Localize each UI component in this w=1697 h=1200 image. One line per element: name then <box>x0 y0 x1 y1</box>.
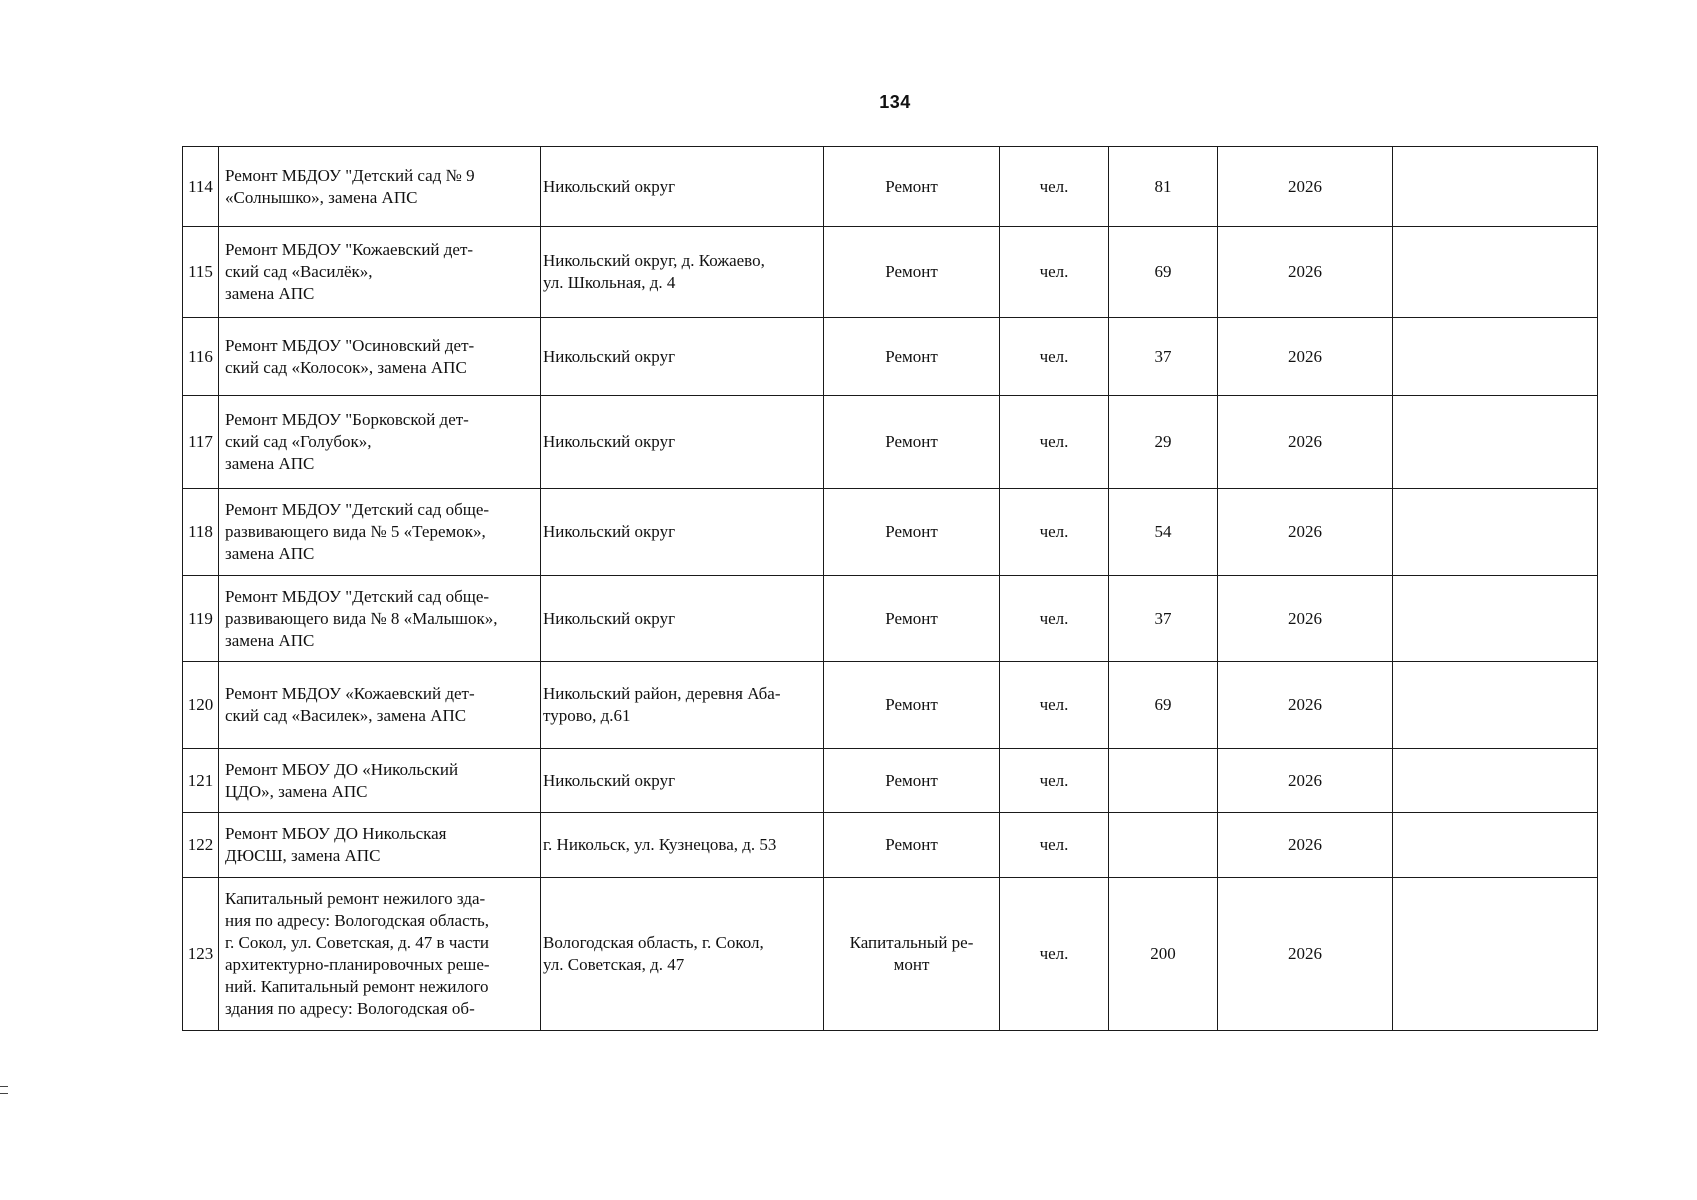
text-line: архитектурно-планировочных реше- <box>225 955 490 974</box>
capacity-cell <box>1109 749 1218 813</box>
text-line: ул. Советская, д. 47 <box>543 955 685 974</box>
text-line: Никольский округ <box>543 608 676 628</box>
table-row <box>183 147 1598 227</box>
text-line: ул. Школьная, д. 4 <box>543 273 676 292</box>
text-line: замена АПС <box>225 454 315 473</box>
row-number-cell: 123 <box>183 878 219 1031</box>
unit-cell: чел. <box>1000 878 1109 1031</box>
table-row <box>183 576 1598 662</box>
capacity-cell: 81 <box>1109 147 1218 227</box>
text-line: ЦДО», замена АПС <box>225 781 368 801</box>
object-name-cell <box>219 813 541 878</box>
object-name-cell <box>219 489 541 576</box>
note-cell <box>1393 489 1598 576</box>
capacity-cell: 37 <box>1109 576 1218 662</box>
object-name-cell <box>219 576 541 662</box>
text-line: ний. Капитальный ремонт нежилого <box>225 977 489 996</box>
work-type-cell <box>824 878 1000 1031</box>
unit-cell: чел. <box>1000 396 1109 489</box>
text-line: Ремонт МБДОУ "Кожаевский дет- <box>225 240 474 259</box>
note-cell <box>1393 147 1598 227</box>
text-line: Ремонт <box>885 695 938 714</box>
address-cell <box>541 576 824 662</box>
row-number-cell: 117 <box>183 396 219 489</box>
text-line: Никольский округ <box>543 346 676 366</box>
unit-cell: чел. <box>1000 318 1109 396</box>
table-row <box>183 662 1598 749</box>
address-cell <box>541 813 824 878</box>
text-line: Ремонт <box>885 432 938 451</box>
text-line: ский сад «Колосок», замена АПС <box>225 357 467 377</box>
row-number-cell: 121 <box>183 749 219 813</box>
text-line: ния по адресу: Вологодская область, <box>225 911 490 930</box>
table-row <box>183 396 1598 489</box>
year-cell: 2026 <box>1218 749 1393 813</box>
text-line: г. Никольск, ул. Кузнецова, д. 53 <box>543 835 777 854</box>
text-line: замена АПС <box>225 544 315 563</box>
text-line: турово, д.61 <box>543 706 631 725</box>
text-line: здания по адресу: Вологодская об- <box>225 999 475 1018</box>
text-line: Никольский округ, д. Кожаево, <box>543 251 765 270</box>
text-line: замена АПС <box>225 284 315 303</box>
text-line: ДЮСШ, замена АПС <box>225 846 381 865</box>
address-cell <box>541 662 824 749</box>
note-cell <box>1393 813 1598 878</box>
text-line: Вологодская область, г. Сокол, <box>543 933 764 952</box>
row-number-cell: 114 <box>183 147 219 227</box>
text-line: Никольский округ <box>543 522 676 541</box>
text-line: ский сад «Голубок», <box>225 432 372 451</box>
scan-mark <box>0 1086 8 1094</box>
text-line: Никольский район, деревня Аба- <box>543 684 781 703</box>
object-name-cell <box>219 396 541 489</box>
note-cell <box>1393 662 1598 749</box>
note-cell <box>1393 227 1598 318</box>
year-cell: 2026 <box>1218 396 1393 489</box>
table-row <box>183 489 1598 576</box>
year-cell: 2026 <box>1218 576 1393 662</box>
year-cell: 2026 <box>1218 489 1393 576</box>
address-cell <box>541 147 824 227</box>
row-number-cell: 116 <box>183 318 219 396</box>
text-line: Никольский округ <box>543 770 676 790</box>
address-cell <box>541 749 824 813</box>
table-row <box>183 878 1598 1031</box>
capacity-cell: 200 <box>1109 878 1218 1031</box>
text-line: г. Сокол, ул. Советская, д. 47 в части <box>225 933 489 952</box>
year-cell: 2026 <box>1218 813 1393 878</box>
unit-cell: чел. <box>1000 662 1109 749</box>
capacity-cell: 69 <box>1109 227 1218 318</box>
table-row <box>183 227 1598 318</box>
note-cell <box>1393 318 1598 396</box>
unit-cell: чел. <box>1000 749 1109 813</box>
text-line: Ремонт <box>885 608 938 628</box>
text-line: Ремонт МБОУ ДО «Никольский <box>225 759 459 779</box>
address-cell <box>541 396 824 489</box>
table-row <box>183 318 1598 396</box>
text-line: развивающего вида № 5 «Теремок», <box>225 522 486 541</box>
year-cell: 2026 <box>1218 662 1393 749</box>
object-name-cell <box>219 878 541 1031</box>
text-line: Никольский округ <box>543 432 676 451</box>
text-line: развивающего вида № 8 «Малышок», <box>225 608 498 628</box>
text-line: ский сад «Василек», замена АПС <box>225 706 467 725</box>
row-number-cell: 115 <box>183 227 219 318</box>
work-type-cell <box>824 662 1000 749</box>
text-line: Ремонт <box>885 770 938 790</box>
capacity-cell: 69 <box>1109 662 1218 749</box>
work-type-cell <box>824 749 1000 813</box>
row-number-cell: 120 <box>183 662 219 749</box>
note-cell <box>1393 576 1598 662</box>
text-line: Никольский округ <box>543 176 676 196</box>
address-cell <box>541 227 824 318</box>
address-cell <box>541 489 824 576</box>
text-line: Ремонт МБОУ ДО Никольская <box>225 824 447 843</box>
page-number: 134 <box>879 92 911 112</box>
unit-cell: чел. <box>1000 147 1109 227</box>
work-type-cell <box>824 318 1000 396</box>
text-line: Ремонт <box>885 346 938 366</box>
text-line: Ремонт МБДОУ "Борковской дет- <box>225 410 469 429</box>
text-line: Ремонт МБДОУ «Кожаевский дет- <box>225 684 475 703</box>
year-cell: 2026 <box>1218 318 1393 396</box>
work-type-cell <box>824 576 1000 662</box>
table-body <box>183 147 1598 1031</box>
object-name-cell <box>219 227 541 318</box>
year-cell: 2026 <box>1218 147 1393 227</box>
work-type-cell <box>824 147 1000 227</box>
capacity-cell: 54 <box>1109 489 1218 576</box>
text-line: Ремонт <box>885 262 938 281</box>
capacity-cell <box>1109 813 1218 878</box>
note-cell <box>1393 878 1598 1031</box>
address-cell <box>541 878 824 1031</box>
unit-cell: чел. <box>1000 576 1109 662</box>
unit-cell: чел. <box>1000 813 1109 878</box>
work-type-cell <box>824 227 1000 318</box>
object-name-cell <box>219 749 541 813</box>
text-line: ский сад «Василёк», <box>225 262 373 281</box>
unit-cell: чел. <box>1000 489 1109 576</box>
row-number-cell: 118 <box>183 489 219 576</box>
object-name-cell <box>219 147 541 227</box>
text-line: Капитальный ремонт нежилого зда- <box>225 889 486 908</box>
work-type-cell <box>824 396 1000 489</box>
text-line: Ремонт МБДОУ "Осиновский дет- <box>225 335 475 355</box>
row-number-cell: 119 <box>183 576 219 662</box>
table-row <box>183 749 1598 813</box>
text-line: Ремонт МБДОУ "Детский сад обще- <box>225 586 490 606</box>
capacity-cell: 29 <box>1109 396 1218 489</box>
year-cell: 2026 <box>1218 227 1393 318</box>
data-table <box>182 146 1598 1031</box>
note-cell <box>1393 749 1598 813</box>
text-line: Ремонт <box>885 522 938 541</box>
table-row <box>183 813 1598 878</box>
row-number-cell: 122 <box>183 813 219 878</box>
text-line: монт <box>893 955 930 974</box>
text-line: Ремонт <box>885 176 938 196</box>
note-cell <box>1393 396 1598 489</box>
year-cell: 2026 <box>1218 878 1393 1031</box>
text-line: Ремонт МБДОУ "Детский сад № 9 <box>225 165 475 185</box>
object-name-cell <box>219 318 541 396</box>
text-line: «Солнышко», замена АПС <box>225 187 418 207</box>
text-line: замена АПС <box>225 630 315 650</box>
text-line: Ремонт МБДОУ "Детский сад обще- <box>225 500 490 519</box>
text-line: Ремонт <box>885 835 938 854</box>
unit-cell: чел. <box>1000 227 1109 318</box>
object-name-cell <box>219 662 541 749</box>
capacity-cell: 37 <box>1109 318 1218 396</box>
work-type-cell <box>824 489 1000 576</box>
work-type-cell <box>824 813 1000 878</box>
address-cell <box>541 318 824 396</box>
text-line: Капитальный ре- <box>849 933 974 952</box>
